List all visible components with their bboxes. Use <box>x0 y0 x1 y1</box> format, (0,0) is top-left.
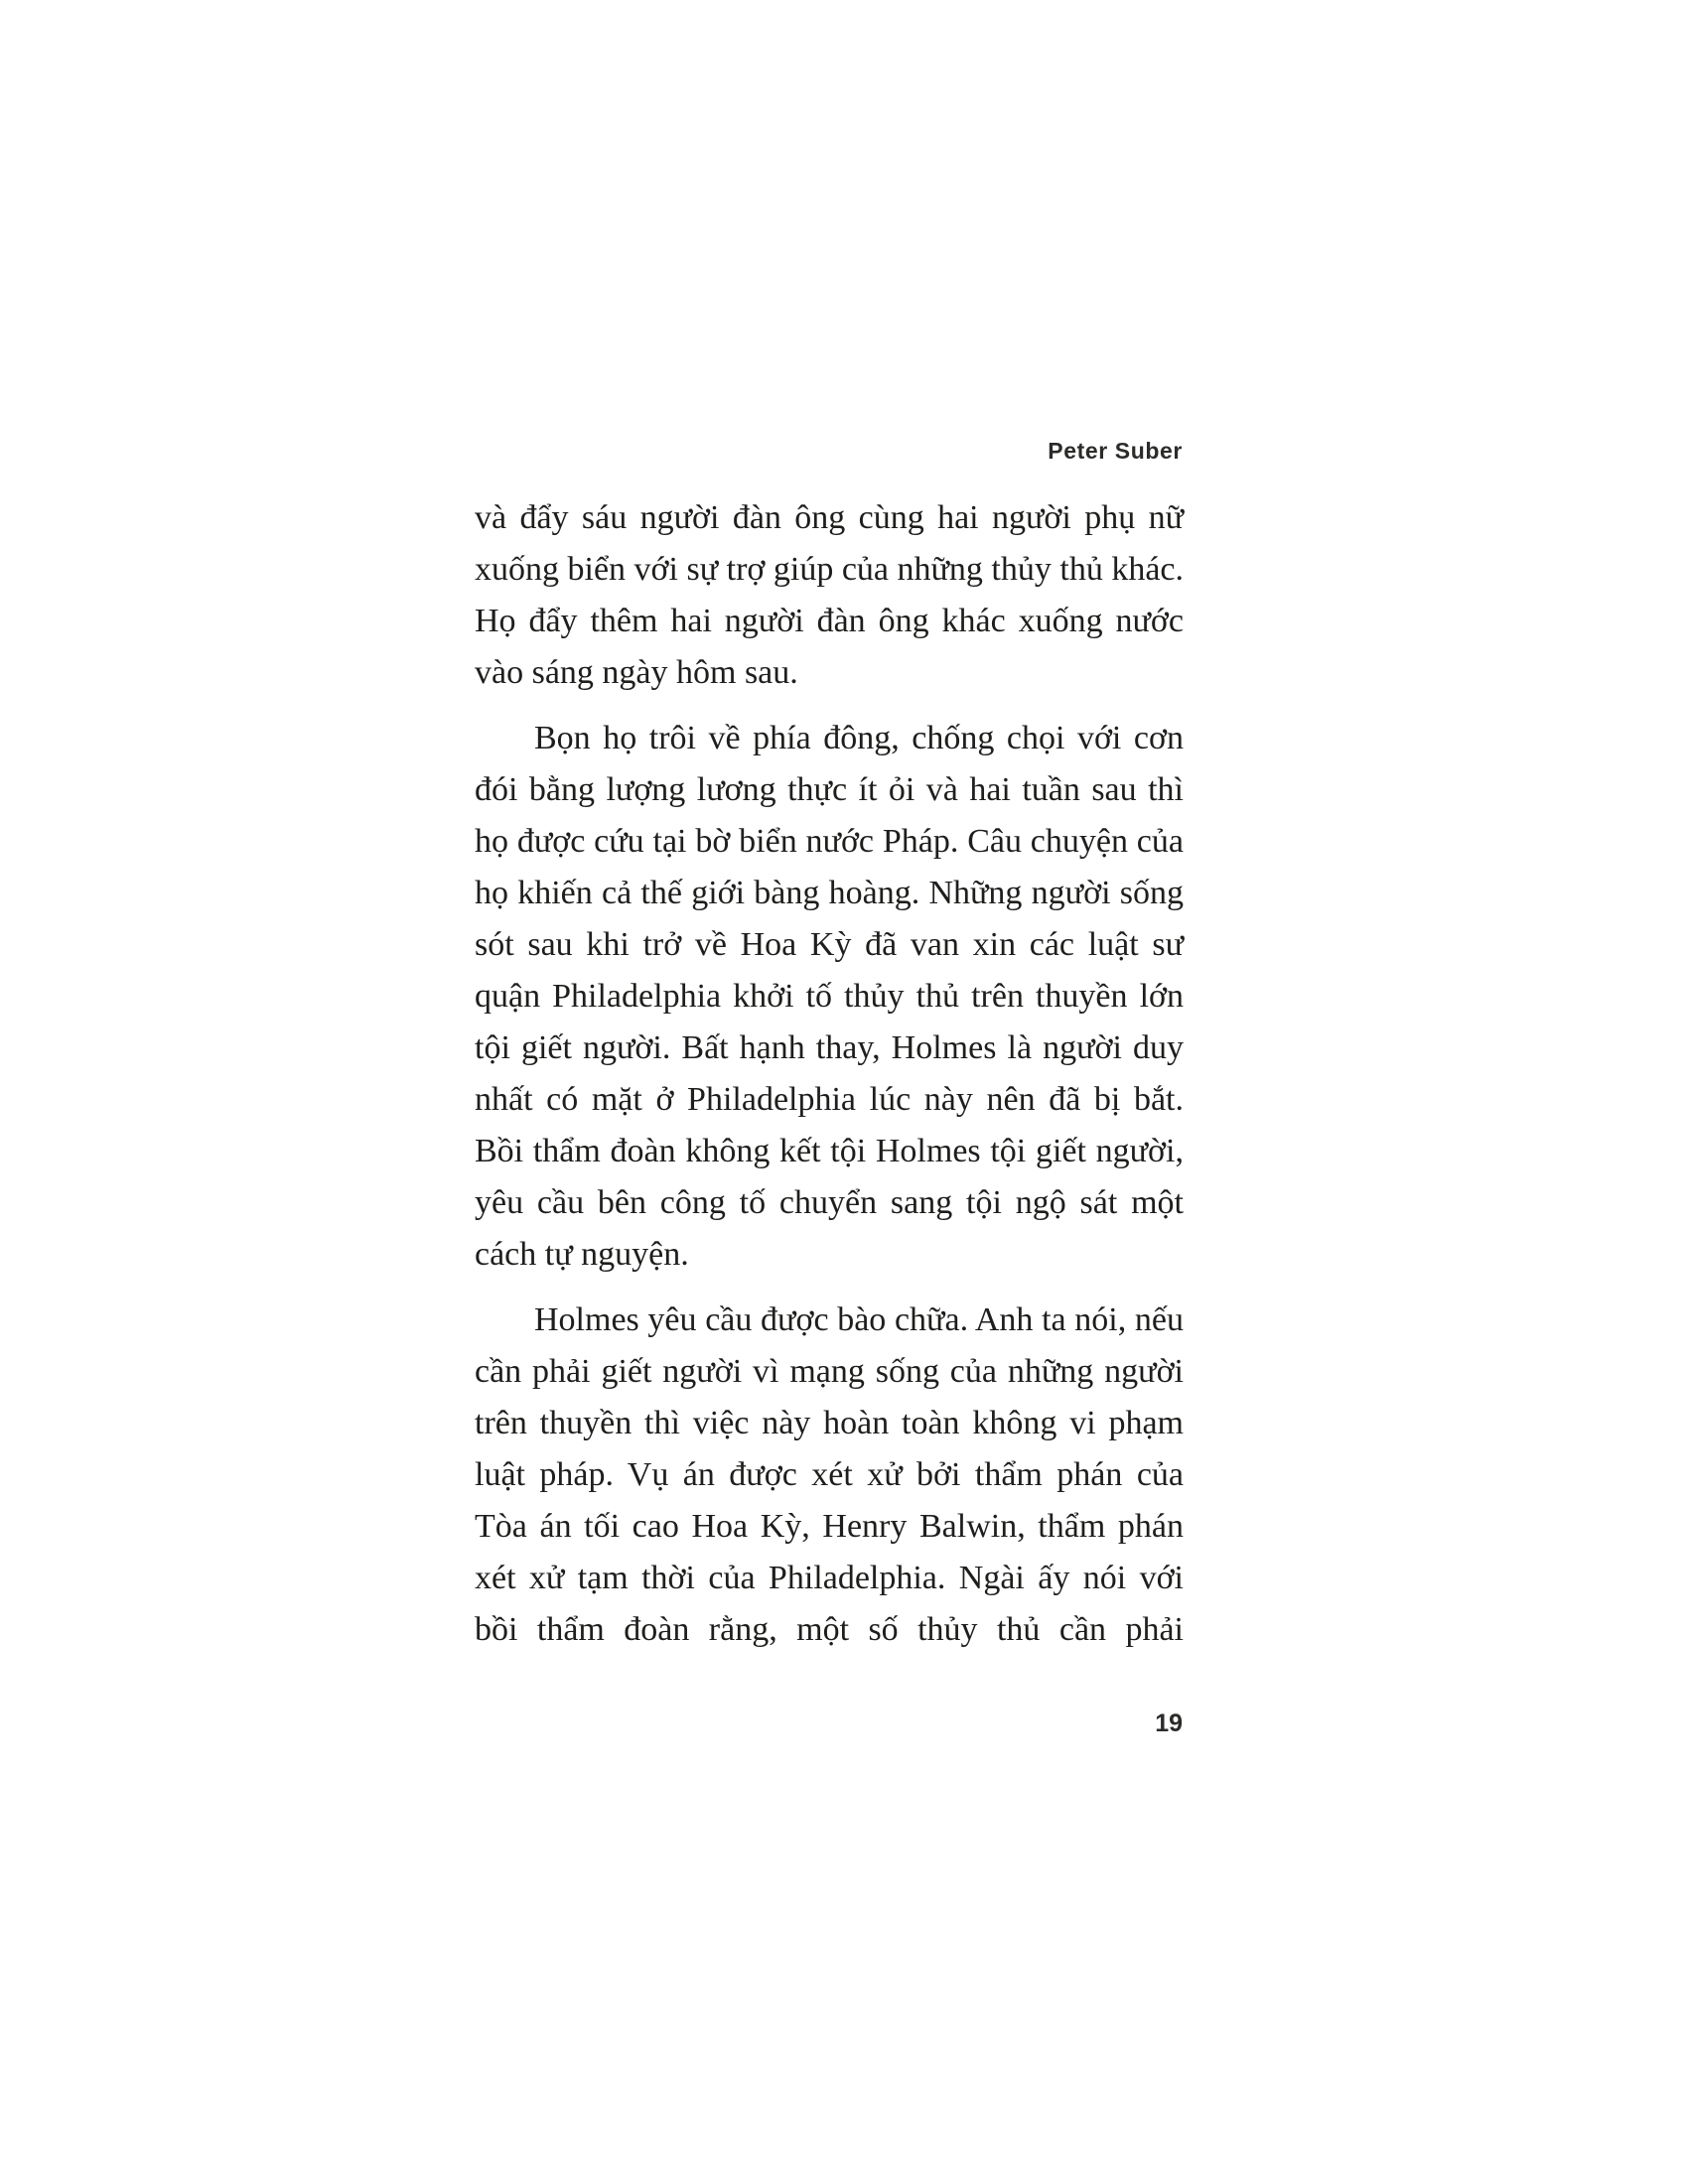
body-text <box>475 492 1184 1656</box>
running-header: Peter Suber <box>1048 438 1183 464</box>
page-number: 19 <box>1155 1709 1183 1737</box>
body-paragraph: Bọn họ trôi về phía đông, chống chọi với cơn đói bằng lượng lương thực ít ỏi và hai tuần sau thì họ được cứu tại bờ biển nước Pháp. Câu chuyện của họ khiến cả thế giới bàng hoàng. Những người sống sót sau khi trở về Hoa Kỳ đã van xin các luật sư quận Philadelphia khởi tố thủy thủ trên thuyền lớn tội giết người. Bất hạnh thay, Holmes là người duy nhất có mặt ở Philadelphia lúc này nên đã bị bắt. Bồi thẩm đoàn không kết tội Holmes tội giết người, yêu cầu bên công tố chuyển sang tội ngộ sát một cách tự nguyện. <box>475 720 1184 1273</box>
body-paragraph: và đẩy sáu người đàn ông cùng hai người phụ nữ xuống biển với sự trợ giúp của những thủy thủ khác. Họ đẩy thêm hai người đàn ông khác xuống nước vào sáng ngày hôm sau. <box>475 499 1184 691</box>
body-paragraph: Holmes yêu cầu được bào chữa. Anh ta nói, nếu cần phải giết người vì mạng sống của những người trên thuyền thì việc này hoàn toàn không vi phạm luật pháp. Vụ án được xét xử bởi thẩm phán của Tòa án tối cao Hoa Kỳ, Henry Balwin, thẩm phán xét xử tạm thời của Philadelphia. Ngài ấy nói với bồi thẩm đoàn rằng, một số thủy thủ cần phải <box>475 1301 1184 1648</box>
